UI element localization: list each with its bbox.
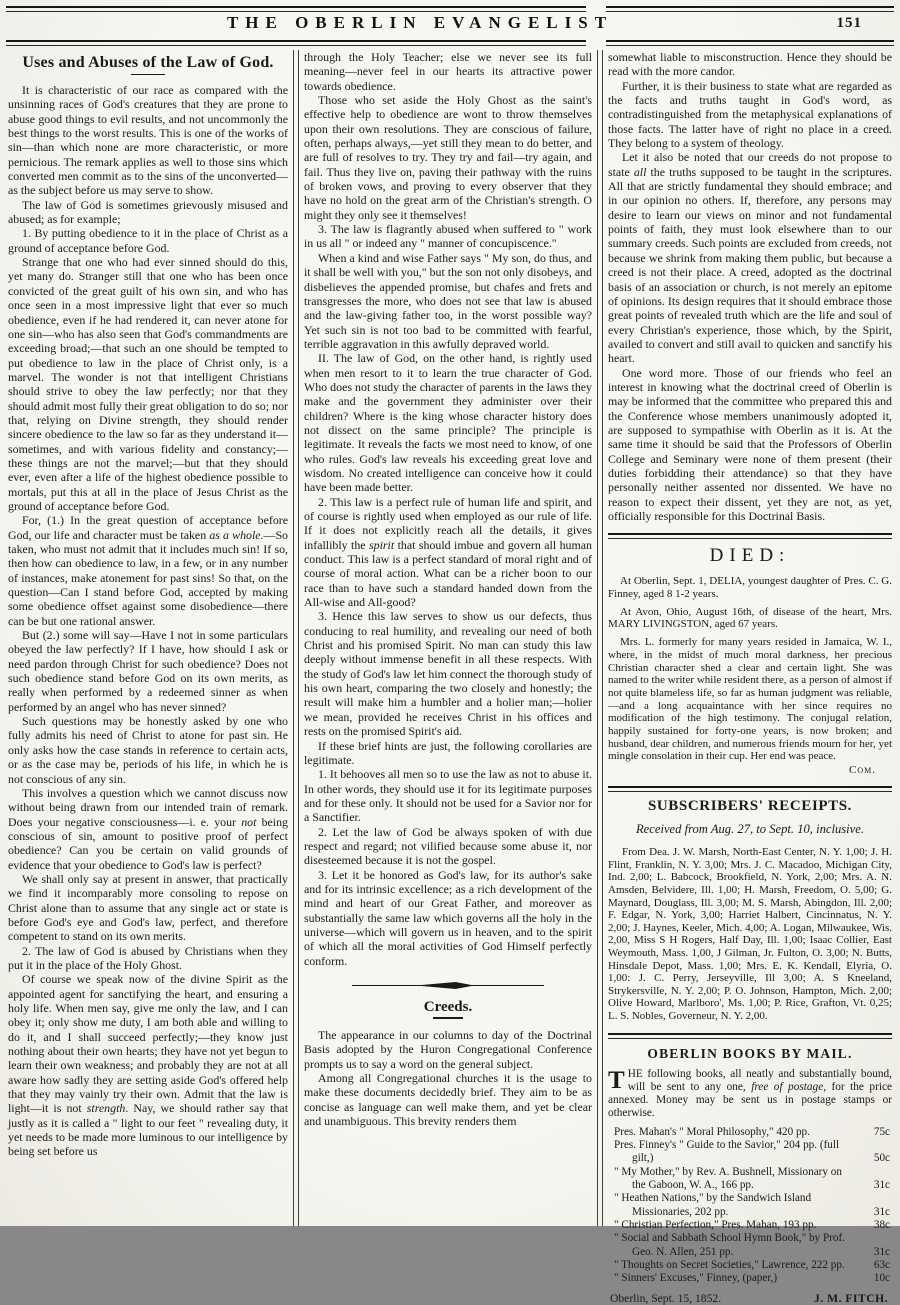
paragraph: Let it also be noted that our creeds do not propose to state all the truths supposed to be taught in the scriptures. All that are strictly fundamental they should embrace; and in our opinion no others. If, therefore, any persons may desire to learn our views on minor and not fundamental points of faith, they must look elsewhere than to our summary creeds. Such points are excluded from creeds, not because we shrink from making them public, but because a creed is not their place. A creed, adopted as the doctrinal basis of an association or church, is not merely an epitome of opinions. Its design requires that it should embrace those great points of revealed truth which are the life and soul of every Christian's experience, those which, by the Spirit, availed to convert and still avail to quicken and sanctify his heart. <box>608 150 893 366</box>
book-title: " Sinners' Excuses," Finney, (paper,) <box>614 1272 778 1285</box>
paragraph: Such questions may be honestly asked by one who fully admits his need of Christ to atone for past sin. He only asks how the case stands in reference to certain acts, or as the case may be, periods of his life, in which he is not conscious of any sin. <box>8 714 288 786</box>
paragraph: Among all Congregational churches it is the usage to make these documents decidedly brief. They aim to be as concise as language can well make them, and yet be clear and unambiguous. This brevity renders them <box>304 1071 592 1129</box>
book-title: " Heathen Nations," by the Sandwich Island Missionaries, 202 pp. <box>614 1192 812 1218</box>
book-price: 31c <box>873 1245 890 1258</box>
column-3 <box>608 50 893 1305</box>
paragraph: 2. This law is a perfect rule of human life and spirit, and of course is rightly used when employed as our rule of life. If it does not explicitly reach all the details, it gives infallibly the spirit that should imbue and govern all human conduct. This law is a perfect standard of moral right and of course of moral action. What can be a richer boon to our race than to have such a standard handed down from the All-wise and All-good? <box>304 494 592 610</box>
book-title: " Thoughts on Secret Societies," Lawrence, 222 pp. <box>614 1258 845 1271</box>
paragraph: II. The law of God, on the other hand, is rightly used when men resort to it to learn the true character of God. Who does not study the character of parents in the laws they make and the government they administer over their children? Where is the king whose character history does not dissect on the same principle? The principle is legitimate. It reveals the facts we most need to know, of one who rules. God's law reveals his exceeding great love and wisdom. No created intelligence can conceive how it could have been made better. <box>304 351 592 495</box>
book-title: Pres. Mahan's " Moral Philosophy," 420 pp. <box>614 1125 810 1138</box>
paragraph: somewhat liable to misconstruction. Hence they should be read with the more candor. <box>608 50 892 79</box>
paragraph: But (2.) some will say—Have I not in some particulars obeyed the law perfectly? If I have, how should I ask or need pardon through Christ for such obedience? Does not such obedience stand before God on its own merits, as really when performed by a redeemed sinner as when performed by an angel who has never sinned? <box>8 628 288 714</box>
column-divider <box>293 50 299 1226</box>
page-number: 151 <box>836 15 862 31</box>
masthead-title: THE OBERLIN EVANGELIST <box>226 13 614 32</box>
book-title: " Christian Perfection," Pres. Mahan, 193 pp. <box>614 1218 817 1231</box>
book-item <box>608 1232 892 1259</box>
book-item <box>608 1166 892 1193</box>
books-title: OBERLIN BOOKS BY MAIL. <box>647 1045 853 1061</box>
book-item <box>608 1126 892 1139</box>
header-rule-right-top <box>606 6 894 12</box>
books-intro-text: HE following books, all neatly and substantially bound, will be sent to any one, free of postage, for the price annexed. Money may be sent us in postage stamps or otherwise. <box>608 1067 892 1119</box>
receipts-title: SUBSCRIBERS' RECEIPTS. <box>647 798 853 815</box>
receipts-body: From Dea. J. W. Marsh, North-East Center, N. Y. 1,00; J. H. Flint, Franklin, N. Y. 3,00; Mrs. J. C. Macadoo, Michigan City, Ind. 2,00; L. Babcock, Brookfield, N. York, 2,00; Mrs. A. N. Amsden, Belvidere, Ill. 1,00; H. Marsh, Freedom, O. 5,00; G. Maynard, Douglass, Ill. 3,00; M. S. Marsh, Abingdon, Ill. 2,00; F. Edgar, N. York, 3,00; Harriet Halbert, Cincinnatus, N. Y. 2,00; J. Haynes, Keeler, Mich. 4,00; A. Logan, Milwaukee, Wis. 2,00, Miss S H Rogers, Half Day, Ill. 1,00; Isaac Collier, East Weymouth, Mass. 1,00, J Gilman, Jr. Fulton, O. 3,00; N. Butts, Hinsdale Depot, Mass. 1,00; Mrs. E. K. Kendall, Elyria, O. 1,00: J. C. Perry, Jerseyville, Ill 3,00; A. S Kneeland, Strykersville, N. Y. 2,00; P. O. Johnson, Hampton, Mich. 2,00; Olive Howard, Marlboro', Ms. 1,00; P. Rice, Grafton, Vt. 0,25; L. S. Nobles, Governeur, N. Y. 2,00. <box>608 846 892 1022</box>
notice-signature: Com. <box>849 764 876 777</box>
title-rule <box>131 74 165 75</box>
header-rule-left-bottom <box>6 40 586 46</box>
book-price: 75c <box>873 1125 890 1138</box>
book-price: 31c <box>873 1205 890 1218</box>
books-footer <box>608 1292 892 1305</box>
column-divider <box>597 50 603 1226</box>
book-title: " Social and Sabbath School Hymn Book," by Prof. Geo. N. Allen, 251 pp. <box>614 1232 846 1258</box>
paragraph: through the Holy Teacher; else we never see its full meaning—never feel in our hearts its attractive power towards obedience. <box>304 50 592 93</box>
paragraph: If these brief hints are just, the following corollaries are legitimate. <box>304 738 592 767</box>
section-rule <box>608 1033 892 1039</box>
paragraph: Of course we speak now of the divine Spirit as the appointed agent for sanctifying the heart, and ensuring a holy life. When men say, give me only the law, and I can obey it; only show me duty, I am both able and willing to do it, and I shall succeed perfectly;—they know just nothing about their own hearts; they have not yet begun to learn their own weakness; and probably they are not at all aware how sadly they are setting aside God's offered help that they may vainly try their own. Admit that the law is light—it is not strength. Nay, we should rather say that justly as it is called a " light to our feet " revealing duty, it yet needs to be made more luminous to our intelligence by being set before us <box>8 972 288 1159</box>
book-title: " My Mother," by Rev. A. Bushnell, Missionary on the Gaboon, W. A., 166 pp. <box>614 1165 842 1192</box>
paragraph: 1. It behooves all men so to use the law as not to abuse it. In other words, they should use it for its legitimate purposes and for these only. It should not be used for a Savior nor for a Sanctifier. <box>304 767 592 825</box>
column-1 <box>8 50 288 1226</box>
drop-cap: T <box>608 1066 625 1094</box>
books-signature: J. M. FITCH. <box>814 1292 888 1305</box>
section-rule <box>608 533 892 539</box>
book-item <box>608 1272 892 1285</box>
creeds-title: Creeds. <box>423 999 473 1015</box>
book-price: 38c <box>873 1218 890 1231</box>
book-item <box>608 1219 892 1232</box>
book-title: Pres. Finney's " Guide to the Savior," 204 pp. (full gilt,) <box>614 1139 840 1165</box>
books-date: Oberlin, Sept. 15, 1852. <box>610 1292 722 1305</box>
book-item <box>608 1192 892 1219</box>
book-price: 63c <box>873 1258 890 1271</box>
paragraph: One word more. Those of our friends who feel an interest in knowing what the doctrinal creed of Oberlin is may be informed that the committee who prepared this and the Conference whose members unanimously adopted it, are supposed to sympathise with Oberlin as it is. At the same time it should be said that the Professors of Oberlin College and Seminary were none of them present (their duties forbidding their attendance) so that they have personally neither assented nor dissented. We have no reason to expect their dissent, yet they are not, as yet, officially responsible for this Doctrinal Basis. <box>608 365 892 523</box>
paragraph: We shall only say at present in answer, that practically we find it incomparably more consoling to repose on Christ alone than to assume that any single act or state is before God's eye and God's law, perfect, and therefore competent to stand on its own merits. <box>8 871 288 944</box>
paragraph: 3. Hence this law serves to show us our defects, thus conducing to real humility, and revealing our need of both Christ and his promised Spirit. No man can study this law deeply without immense benefit in all these respects. With the study of God's law let him connect the thorough study of his own heart, comparing the two closely and honestly; the result will make him a humbler and a holier man;—holier we mean, provided he receives Christ in his offices and rests on the promised Spirit's aid. <box>304 609 592 739</box>
death-notice: Mrs. L. formerly for many years resided in Jamaica, W. I., where, in the midst of much moral darkness, her precious Christian character shed a clear and certain light. She was named to the writer while resident there, as a person of almost if not quite blameless life, so far as human judgment was reliable,—and a long acquaintance with her since requires no modification of the high testimony. The conjugal relation, happily sustained for forty-one years, is now broken; and husband, dear children, and numerous friends mourn for her, yet mingle consolation in their cup. Her end was peace. <box>608 636 892 763</box>
paragraph: When a kind and wise Father says " My son, do thus, and it shall be well with you," but the son not only disobeys, and disbelieves the appended promise, but chafes and frets and transgresses the more, who does not see that law is abused and the law-giving father too, in the worst possible way? Yet such sin is not too bad to be committed with fearful, terrible aggravation in this awfully depraved world. <box>304 250 592 351</box>
paragraph: 2. The law of God is abused by Christians when they put it in the place of the Holy Ghost. <box>8 943 288 972</box>
paragraph: It is characteristic of our race as compared with the unsinning races of God's creatures that they are prone to abuse good things to evil results, and not uncommonly the best things to the worst results. This is one of the works of sin—than which none are more characteristic, or more pernicious. The remark applies as well to those sins which converted men commit as to the sins of the unconverted—as the subject before us may serve to show. <box>8 83 288 198</box>
book-item <box>608 1259 892 1272</box>
paragraph: This involves a question which we cannot discuss now without being drawn from our intended train of remark. Does your negative consciousness—i. e. your not being conscious of sin, amount to positive proof of perfect obedience? Can you be certain on valid grounds of evidence that your obedience to God's law is perfect? <box>8 785 289 872</box>
book-price: 31c <box>873 1179 890 1192</box>
receipts-subtitle: Received from Aug. 27, to Sept. 10, inclusive. <box>635 822 865 837</box>
paragraph: The law of God is sometimes grievously misused and abused; as for example; <box>8 197 288 227</box>
paragraph: 3. The law is flagrantly abused when suffered to " work in us all " or indeed any " manner of concupiscence." <box>304 222 592 251</box>
article-title: Uses and Abuses of the Law of God. <box>22 54 274 71</box>
book-price: 10c <box>873 1272 890 1285</box>
paragraph: The appearance in our columns to day of the Doctrinal Basis adopted by the Huron Congregational Conference prompts us to say a word on the general subject. <box>304 1028 592 1071</box>
divider-ornament <box>322 981 574 990</box>
creeds-title-rule <box>433 1017 463 1019</box>
death-notice: At Oberlin, Sept. 1, DELIA, youngest daughter of Pres. C. G. Finney, aged 8 1-2 years. <box>608 575 892 601</box>
columns-container <box>8 50 893 1305</box>
paragraph: Further, it is their business to state what are regarded as the facts and truths taught in God's word, as contradistinguished from the metaphysical explanations of those facts. The latter have of right no place in a creed. They belong to a system of theology. <box>608 78 892 151</box>
header-rule-right-bottom <box>606 40 894 46</box>
paragraph: For, (1.) In the great question of acceptance before God, our life and character must be taken as a whole.—So taken, who must not admit that it includes much sin! If so, then how can obedience to law, in a few, or in any number of instances, make atonement for past sins! So that, on the question—Can I stand before God, accepted by making some obedience offset against some disobedience—there can be but one rational answer. <box>8 513 288 628</box>
column-2 <box>304 50 592 1226</box>
header-rule-left-top <box>6 6 586 12</box>
ornament-diamond-icon <box>416 982 474 989</box>
section-rule <box>608 786 892 792</box>
book-price: 50c <box>873 1152 890 1165</box>
paragraph: Strange that one who had ever sinned should do this, yet many do. Stranger still that one who has been once convicted of the great guilt of his own sin, and who has once seen in a most impressive light that ever so much obedience, even if he had rendered it, can never atone for one sin—who has also seen that God's commandments are exceeding broad;—that such an one should be tempted to put obedience to law in the place of Christ only, is a marvel. The wonder is not that intelligent Christians should strive to obey the law perfectly; nor that they should admit most fully their great obligation to do so; nor that, relying on Divine strength, they should render sincere obedience to the law so far as they understand it—sometimes, and with various fidelity and constancy;—these things are not the marvel;—but that they should ever, even after a life of the highest obedience possible to mortals, put this at all in the place of Jesus Christ as the ground of acceptance before God. <box>8 255 288 513</box>
book-item <box>608 1139 892 1166</box>
paragraph: 2. Let the law of God be always spoken of with due respect and regard; not vilified because some abuse it, nor disesteemed because it is not the gospel. <box>304 824 592 868</box>
books-intro <box>608 1068 892 1120</box>
paragraph: Those who set aside the Holy Ghost as the saint's effective help to obedience are wont to throw themselves upon their own resolutions. They are conscious of failure, often, perhaps always,—yet still they mean to do better, and are full of resolves to try. They try and fail—try again, and fail. Thus they live on, paving their pathway with the ruins of broken vows, and proving to every observer that they have no hold on the great arm of the Christian's strength. O might they only see it themselves! <box>304 93 592 222</box>
death-notice: At Avon, Ohio, August 16th, of disease of the heart, Mrs. MARY LIVINGSTON, aged 67 years. <box>608 605 892 631</box>
paragraph: 1. By putting obedience to it in the place of Christ as a ground of acceptance before God. <box>8 226 288 255</box>
paragraph: 3. Let it be honored as God's law, for its author's sake and for its intrinsic excellence; as a rich development of the mind and heart of our Great Father, and moreover as substantially the same law which governs all the holy in the universe—which will govern us in heaven, and to the spirit of which all the moral activities of God Himself perfectly conform. <box>304 867 592 968</box>
died-title: DIED: <box>709 545 791 567</box>
